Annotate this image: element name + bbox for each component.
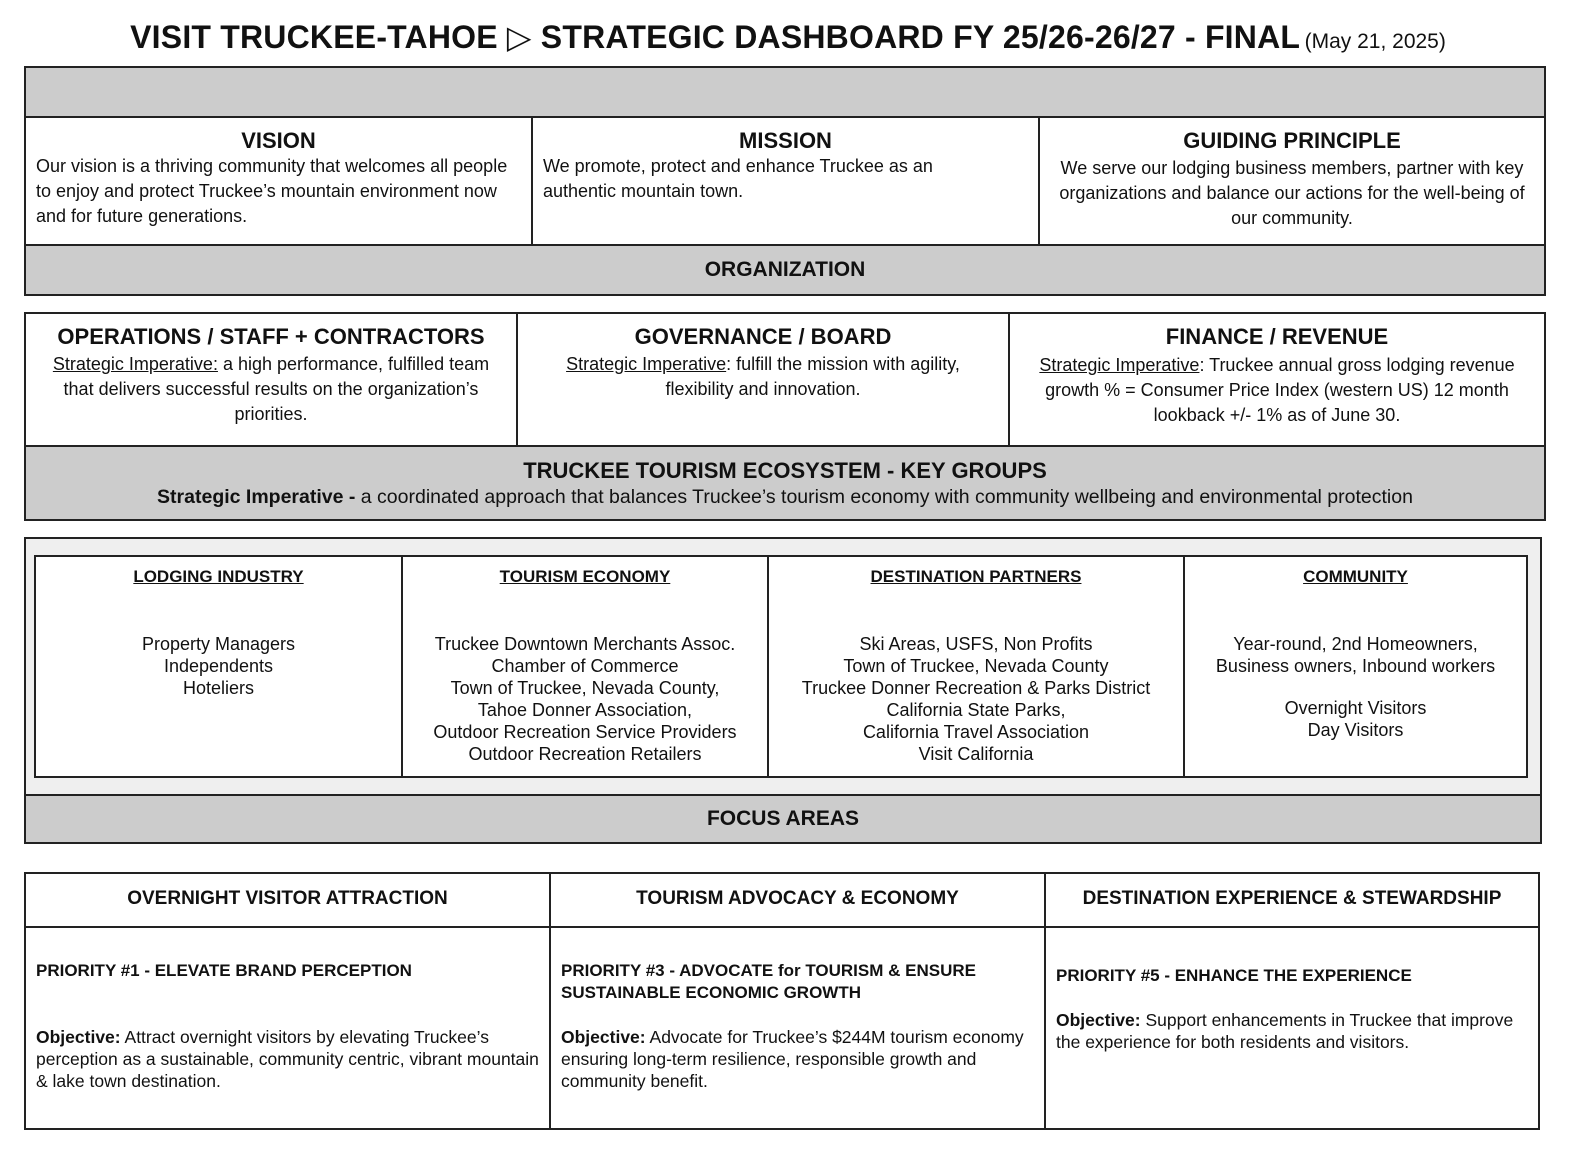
finance-text — [1020, 353, 1534, 428]
list-item: Tahoe Donner Association, — [477, 700, 693, 720]
operations-imperative-text: a high performance, fulfilled team that delivers successful results on the organization’s priorities. — [63, 354, 490, 424]
list-item: Ski Areas, USFS, Non Profits — [859, 634, 1093, 654]
page-title — [0, 18, 1576, 56]
list-item: Overnight Visitors — [1284, 698, 1427, 718]
ecosystem-imperative-label: Strategic Imperative - — [157, 486, 356, 508]
list-item: Outdoor Recreation Service Providers — [433, 722, 737, 742]
focus-area-1-header — [24, 872, 551, 928]
group-community-heading: COMMUNITY — [1303, 567, 1408, 586]
operations-heading: OPERATIONS / STAFF + CONTRACTORS — [57, 324, 485, 349]
focus-area-2-priority: PRIORITY #3 - ADVOCATE for TOURISM & ENSURE SUSTAINABLE ECONOMIC GROWTH — [561, 961, 976, 1002]
focus-area-1-heading: OVERNIGHT VISITOR ATTRACTION — [127, 888, 448, 909]
finance-imperative-label: Strategic Imperative — [1039, 355, 1200, 375]
focus-area-2-heading: TOURISM ADVOCACY & ECONOMY — [636, 888, 959, 909]
dashboard-date: (May 21, 2025) — [1304, 30, 1446, 53]
focus-area-3-objective-label: Objective: — [1056, 1010, 1141, 1030]
mission-cell — [531, 116, 1040, 246]
list-item: Outdoor Recreation Retailers — [468, 744, 702, 764]
governance-heading: GOVERNANCE / BOARD — [634, 324, 892, 349]
focus-area-3-objective — [1056, 1009, 1528, 1053]
list-item: Year-round, 2nd Homeowners, — [1233, 634, 1478, 654]
focus-area-1-priority: PRIORITY #1 - ELEVATE BRAND PERCEPTION — [36, 961, 412, 980]
group-partners-heading: DESTINATION PARTNERS — [870, 567, 1082, 586]
list-item: Town of Truckee, Nevada County — [843, 656, 1109, 676]
operations-cell — [24, 312, 518, 447]
focus-band — [24, 794, 1542, 844]
focus-area-3-priority: PRIORITY #5 - ENHANCE THE EXPERIENCE — [1056, 966, 1412, 985]
list-item: Town of Truckee, Nevada County, — [450, 678, 720, 698]
group-lodging-list — [36, 633, 401, 699]
governance-text — [528, 352, 998, 402]
focus-area-3-header — [1044, 872, 1540, 928]
focus-area-1-objective-text: Attract overnight visitors by elevating Truckee’s perception as a sustainable, community centric, vibrant mountain & lake town destination. — [36, 1027, 539, 1091]
ecosystem-band — [24, 445, 1546, 521]
ecosystem-imperative-text: a coordinated approach that balances Truckee’s tourism economy with community wellbeing and environmental protection — [355, 486, 1413, 508]
mission-heading: MISSION — [739, 128, 832, 153]
focus-area-1-objective-label: Objective: — [36, 1027, 121, 1047]
list-item: Truckee Donner Recreation & Parks District — [801, 678, 1151, 698]
list-item: California Travel Association — [862, 722, 1090, 742]
group-tourism-heading: TOURISM ECONOMY — [499, 567, 671, 586]
group-community-list — [1185, 633, 1526, 741]
group-lodging-heading: LODGING INDUSTRY — [133, 567, 304, 586]
guiding-heading: GUIDING PRINCIPLE — [1183, 128, 1401, 153]
focus-area-2-objective-text: Advocate for Truckee’s $244M tourism economy ensuring long-term resilience, responsible growth and community benefit. — [561, 1027, 1024, 1091]
guiding-text: We serve our lodging business members, partner with key organizations and balance our actions for the well-being of our community. — [1059, 158, 1525, 228]
focus-area-3-objective-text: Support enhancements in Truckee that improve the experience for both residents and visitors. — [1056, 1010, 1514, 1052]
list-item: Chamber of Commerce — [491, 656, 679, 676]
focus-area-1-body — [24, 926, 551, 1130]
focus-area-1-objective — [36, 1026, 539, 1092]
list-item: Truckee Downtown Merchants Assoc. — [434, 634, 736, 654]
mission-text: We promote, protect and enhance Truckee as an authentic mountain town. — [543, 156, 933, 201]
focus-area-3-heading: DESTINATION EXPERIENCE & STEWARDSHIP — [1082, 888, 1502, 909]
governance-cell — [516, 312, 1010, 447]
vision-text: Our vision is a thriving community that welcomes all people to enjoy and protect Truckee’s mountain environment now and for future generations. — [36, 156, 508, 226]
group-tourism — [401, 555, 769, 778]
list-item: Business owners, Inbound workers — [1215, 656, 1496, 676]
group-lodging — [34, 555, 403, 778]
operations-text — [36, 352, 506, 427]
vision-cell — [24, 116, 533, 246]
group-partners — [767, 555, 1185, 778]
governance-imperative-text: : fulfill the mission with agility, flexibility and innovation. — [665, 354, 960, 399]
finance-imperative-text: : Truckee annual gross lodging revenue growth % = Consumer Price Index (western US) 12 month lookback +/- 1% as of June 30. — [1045, 355, 1515, 425]
dashboard-title: VISIT TRUCKEE-TAHOE ▷ STRATEGIC DASHBOARD FY 25/26-26/27 - FINAL — [130, 19, 1301, 55]
top-band — [24, 66, 1546, 118]
finance-heading: FINANCE / REVENUE — [1165, 324, 1389, 349]
ecosystem-heading: TRUCKEE TOURISM ECOSYSTEM - KEY GROUPS — [523, 458, 1047, 483]
list-item: Property Managers — [141, 634, 296, 654]
focus-area-2-body — [549, 926, 1046, 1130]
focus-area-2-objective — [561, 1026, 1034, 1092]
vision-heading: VISION — [241, 128, 316, 153]
organization-label: ORGANIZATION — [704, 258, 866, 281]
governance-imperative-label: Strategic Imperative — [566, 354, 727, 374]
focus-area-3-body — [1044, 926, 1540, 1130]
list-item: California State Parks, — [886, 700, 1066, 720]
organization-band — [24, 244, 1546, 296]
ecosystem-text — [26, 484, 1544, 510]
guiding-cell — [1038, 116, 1546, 246]
focus-label: FOCUS AREAS — [706, 807, 860, 830]
focus-area-2-header — [549, 872, 1046, 928]
operations-imperative-label: Strategic Imperative: — [52, 354, 218, 374]
group-community — [1183, 555, 1528, 778]
group-partners-list — [769, 633, 1183, 765]
list-item: Day Visitors — [1307, 720, 1404, 740]
focus-area-2-objective-label: Objective: — [561, 1027, 646, 1047]
finance-cell — [1008, 312, 1546, 447]
list-item: Visit California — [918, 744, 1034, 764]
group-tourism-list — [403, 633, 767, 765]
list-item: Independents — [163, 656, 274, 676]
list-item: Hoteliers — [182, 678, 255, 698]
